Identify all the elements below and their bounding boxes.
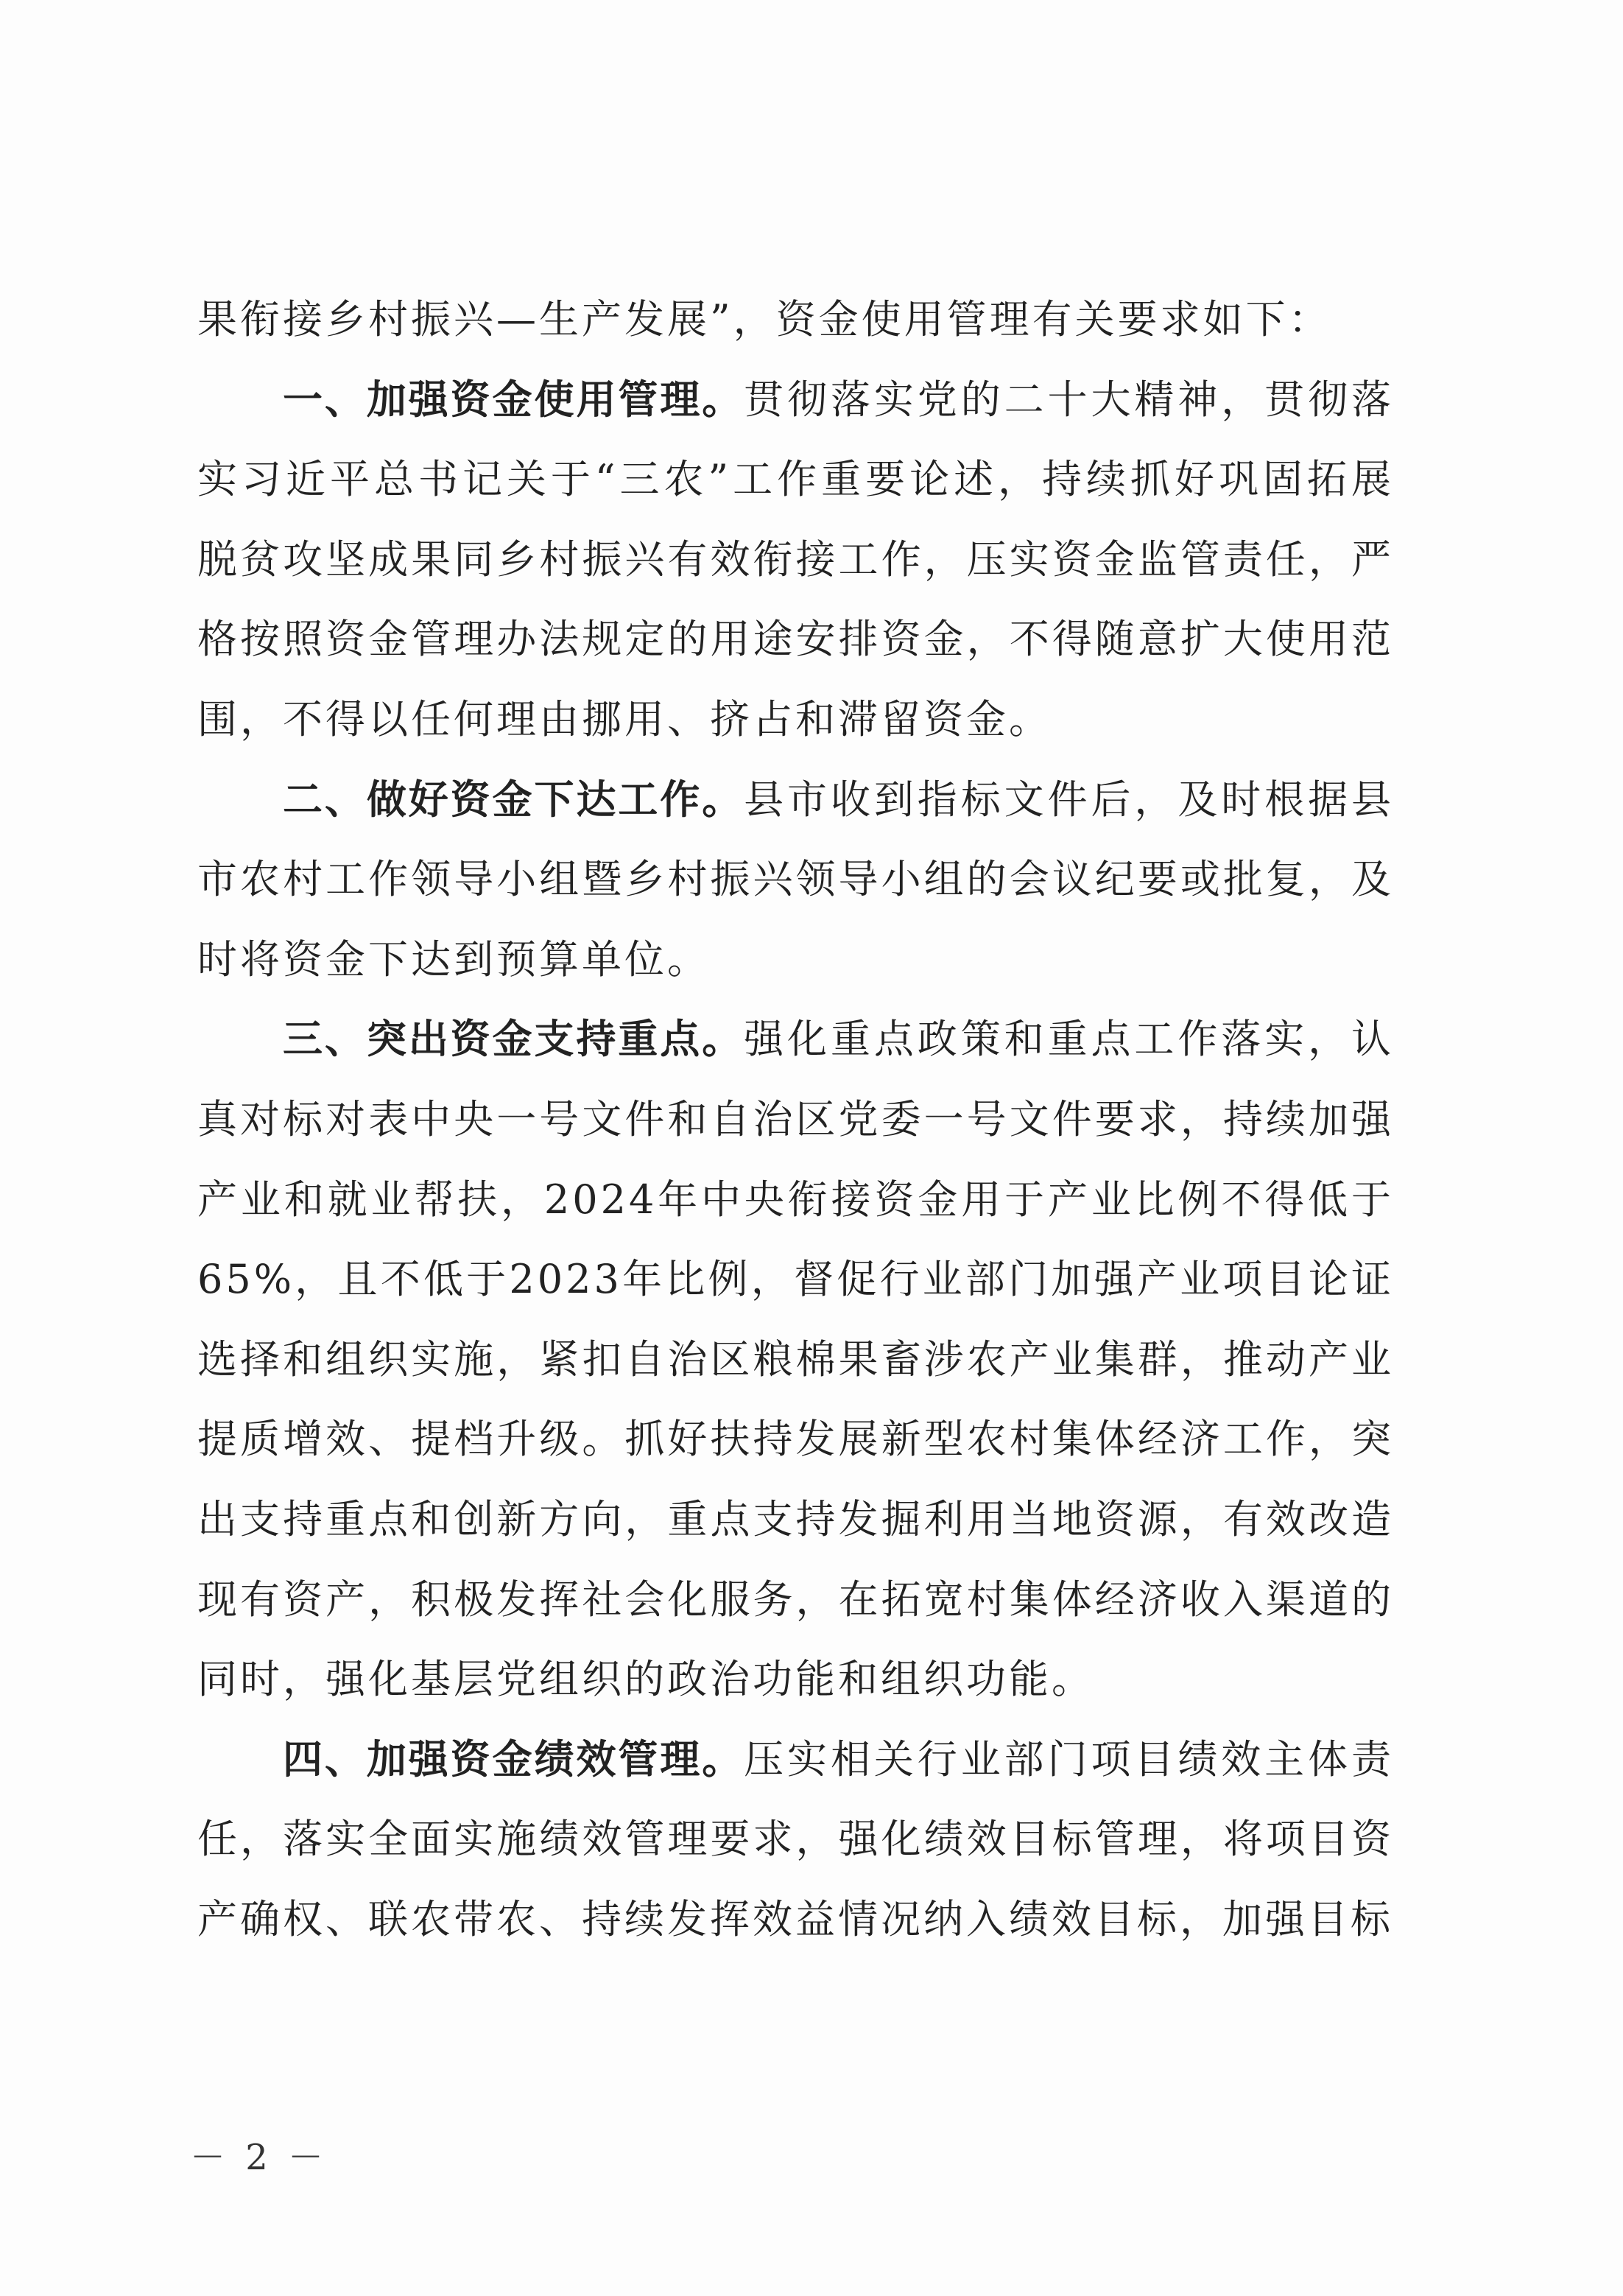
section-heading: 二、做好资金下达工作。 — [283, 776, 744, 823]
paragraph-text: 压实相关行业部门项目绩效主体责任，落实全面实施绩效管理要求，强化绩效目标管理，将项目资产确权、联农带农、持续发挥效益情况纳入绩效目标，加强目标 — [197, 1735, 1395, 1942]
paragraph-text: 贯彻落实党的二十大精神，贯彻落实习近平总书记关于“三农”工作重要论述，持续抓好巩固拓展脱贫攻坚成果同乡村振兴有效衔接工作，压实资金监管责任，严格按照资金管理办法规定的用途安排资金，不得随意扩大使用范围，不得以任何理由挪用、挤占和滞留资金。 — [197, 376, 1395, 742]
section-heading: 一、加强资金使用管理。 — [283, 376, 744, 423]
paragraph-text: 强化重点政策和重点工作落实，认真对标对表中央一号文件和自治区党委一号文件要求，持续加强产业和就业帮扶，2024年中央衔接资金用于产业比例不得低于65%，且不低于2023年比例，督促行业部门加强产业项目论证选择和组织实施，紧扣自治区粮棉果畜涉农产业集群，推动产业提质增效、提档升级。抓好扶持发展新型农村集体经济工作，突出支持重点和创新方向，重点支持发掘利用当地资源，有效改造现有资产，积极发挥社会化服务，在拓宽村集体经济收入渠道的同时，强化基层党组织的政治功能和组织功能。 — [197, 1016, 1395, 1703]
paragraph-text: 果衔接乡村振兴—生产发展”，资金使用管理有关要求如下： — [197, 296, 1331, 343]
section-heading: 三、突出资金支持重点。 — [283, 1016, 744, 1063]
page-number: － 2 － — [190, 2137, 328, 2178]
document-body — [197, 280, 1394, 1959]
paragraph-intro — [197, 280, 1394, 360]
paragraph-section-4 — [197, 1720, 1394, 1960]
paragraph-text: 县市收到指标文件后，及时根据县市农村工作领导小组暨乡村振兴领导小组的会议纪要或批复，及时将资金下达到预算单位。 — [197, 776, 1395, 983]
paragraph-section-2 — [197, 760, 1394, 1000]
paragraph-section-1 — [197, 360, 1394, 760]
paragraph-section-3 — [197, 1000, 1394, 1719]
section-heading: 四、加强资金绩效管理。 — [283, 1735, 744, 1783]
